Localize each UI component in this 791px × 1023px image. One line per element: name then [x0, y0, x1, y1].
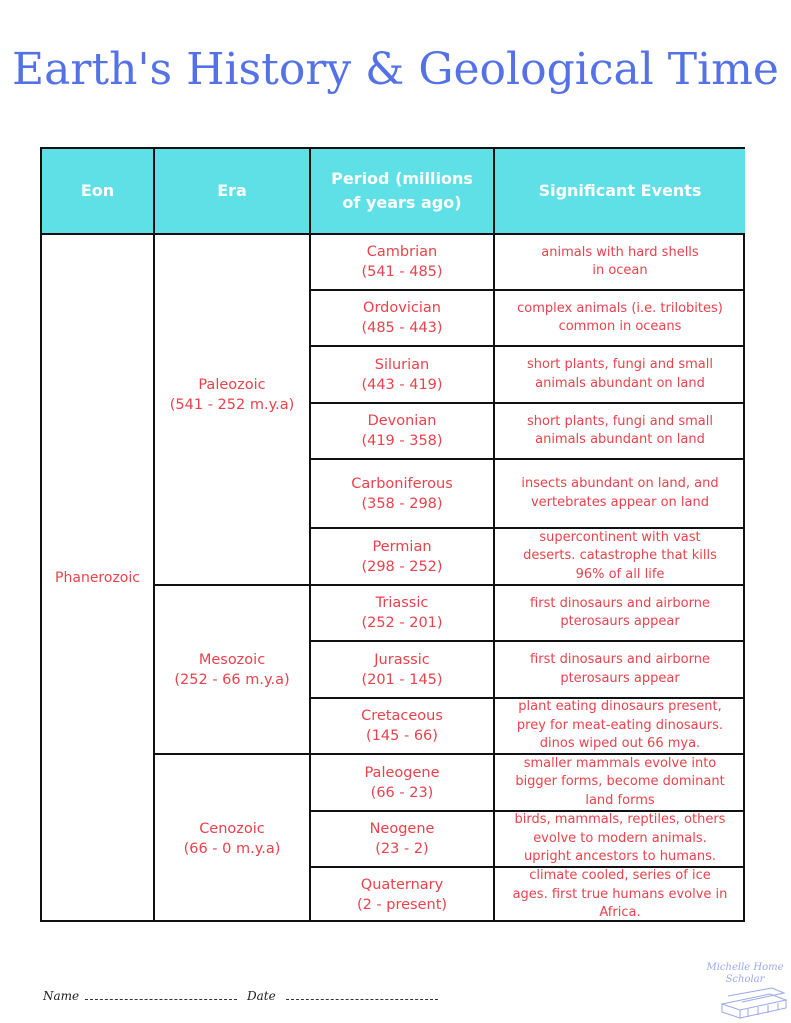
period-cell: Jurassic (201 - 145): [311, 642, 495, 699]
period-cell: Devonian (419 - 358): [311, 404, 495, 460]
events-cell: supercontinent with vast deserts. catastrophe that kills 96% of all life: [495, 529, 745, 586]
events-cell: plant eating dinosaurs present, prey for meat-eating dinosaurs. dinos wiped out 66 mya.: [495, 699, 745, 755]
header-period: Period (millions of years ago): [311, 149, 495, 235]
era-paleozoic: Paleozoic (541 - 252 m.y.a): [155, 235, 311, 586]
header-era: Era: [155, 149, 311, 235]
date-field[interactable]: [286, 989, 438, 1000]
period-cell: Neogene (23 - 2): [311, 812, 495, 868]
events-cell: insects abundant on land, and vertebrates appear on land: [495, 460, 745, 529]
events-cell: complex animals (i.e. trilobites) common in oceans: [495, 291, 745, 347]
logo: [700, 962, 790, 1020]
period-cell: Cretaceous (145 - 66): [311, 699, 495, 755]
header-events: Significant Events: [495, 149, 745, 235]
period-cell: Quaternary (2 - present): [311, 868, 495, 922]
events-cell: first dinosaurs and airborne pterosaurs appear: [495, 642, 745, 699]
events-cell: short plants, fungi and small animals abundant on land: [495, 404, 745, 460]
period-cell: Carboniferous (358 - 298): [311, 460, 495, 529]
name-label: Name: [43, 989, 80, 1003]
era-cenozoic: Cenozoic (66 - 0 m.y.a): [155, 755, 311, 922]
geologic-time-table: [40, 147, 745, 922]
name-field[interactable]: [85, 989, 237, 1000]
name-date-line: [43, 989, 444, 1003]
events-cell: short plants, fungi and small animals abundant on land: [495, 347, 745, 404]
books-icon: [700, 962, 790, 1020]
period-cell: Permian (298 - 252): [311, 529, 495, 586]
date-label: Date: [246, 989, 276, 1003]
events-cell: first dinosaurs and airborne pterosaurs appear: [495, 586, 745, 642]
period-cell: Cambrian (541 - 485): [311, 235, 495, 291]
eon-cell: Phanerozoic: [42, 235, 155, 922]
period-cell: Paleogene (66 - 23): [311, 755, 495, 812]
logo-text: Michelle Home Scholar: [706, 962, 784, 985]
period-cell: Silurian (443 - 419): [311, 347, 495, 404]
page-title: Earth's History & Geological Time: [12, 44, 779, 95]
events-cell: smaller mammals evolve into bigger forms, become dominant land forms: [495, 755, 745, 812]
era-mesozoic: Mesozoic (252 - 66 m.y.a): [155, 586, 311, 755]
header-eon: Eon: [42, 149, 155, 235]
events-cell: climate cooled, series of ice ages. first true humans evolve in Africa.: [512, 868, 728, 921]
period-cell: Triassic (252 - 201): [311, 586, 495, 642]
events-cell: birds, mammals, reptiles, others evolve to modern animals. upright ancestors to humans.: [495, 812, 745, 868]
period-cell: Ordovician (485 - 443): [311, 291, 495, 347]
events-cell: animals with hard shells in ocean: [495, 235, 745, 291]
